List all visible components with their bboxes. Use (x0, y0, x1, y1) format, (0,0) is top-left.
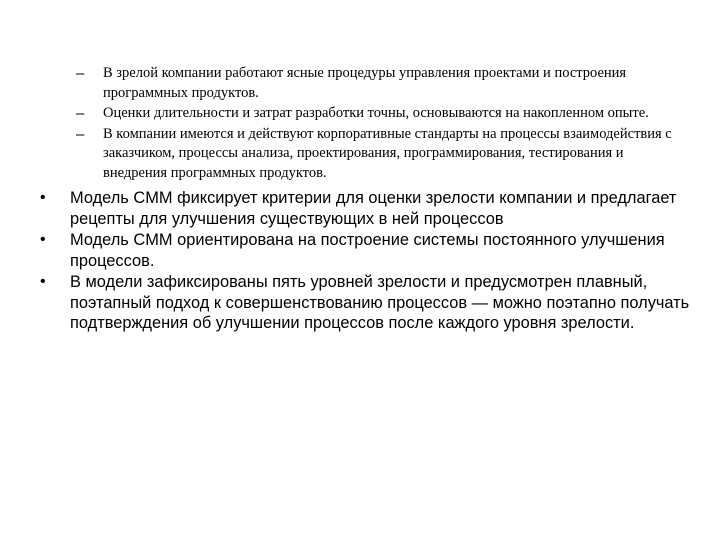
sub-bullet-item (76, 104, 686, 124)
dash-bullet-icon: – (76, 125, 85, 143)
main-bullet-text: Модель CMM ориентирована на построение системы постоянного улучшения процессов. (70, 231, 665, 270)
main-bullet-item (40, 188, 690, 229)
dash-bullet-icon: – (76, 65, 85, 82)
sub-bullet-text: Оценки длительности и затрат разработки точны, основываются на накопленном опыте. (103, 105, 649, 121)
dash-bullet-icon: – (76, 105, 85, 122)
main-bullet-item (40, 230, 690, 271)
main-bullet-item (40, 272, 690, 334)
sub-bullet-item (76, 64, 686, 103)
main-bullet-list (40, 188, 690, 335)
sub-bullet-list (76, 64, 686, 184)
main-bullet-text: Модель CMM фиксирует критерии для оценки зрелости компании и предлагает рецепты для улучшения существующих в ней процессов (70, 189, 677, 228)
sub-bullet-text: В зрелой компании работают ясные процедуры управления проектами и построения программных продуктов. (103, 65, 627, 101)
dot-bullet-icon: • (40, 189, 46, 206)
main-bullet-text: В модели зафиксированы пять уровней зрелости и предусмотрен плавный, поэтапный подход к совершенствованию процессов — можно поэтапно получать подтверждения об улучшении процессов после каждого уровня зрелости. (70, 273, 690, 332)
sub-bullet-text: В компании имеются и действуют корпоративные стандарты на процессы взаимодействия с заказчиком, процессы анализа, проектирования, программирования, тестирования и внедрения программных продуктов. (103, 125, 672, 181)
sub-bullet-item (76, 125, 686, 184)
dot-bullet-icon: • (40, 273, 46, 290)
dot-bullet-icon: • (40, 231, 46, 248)
